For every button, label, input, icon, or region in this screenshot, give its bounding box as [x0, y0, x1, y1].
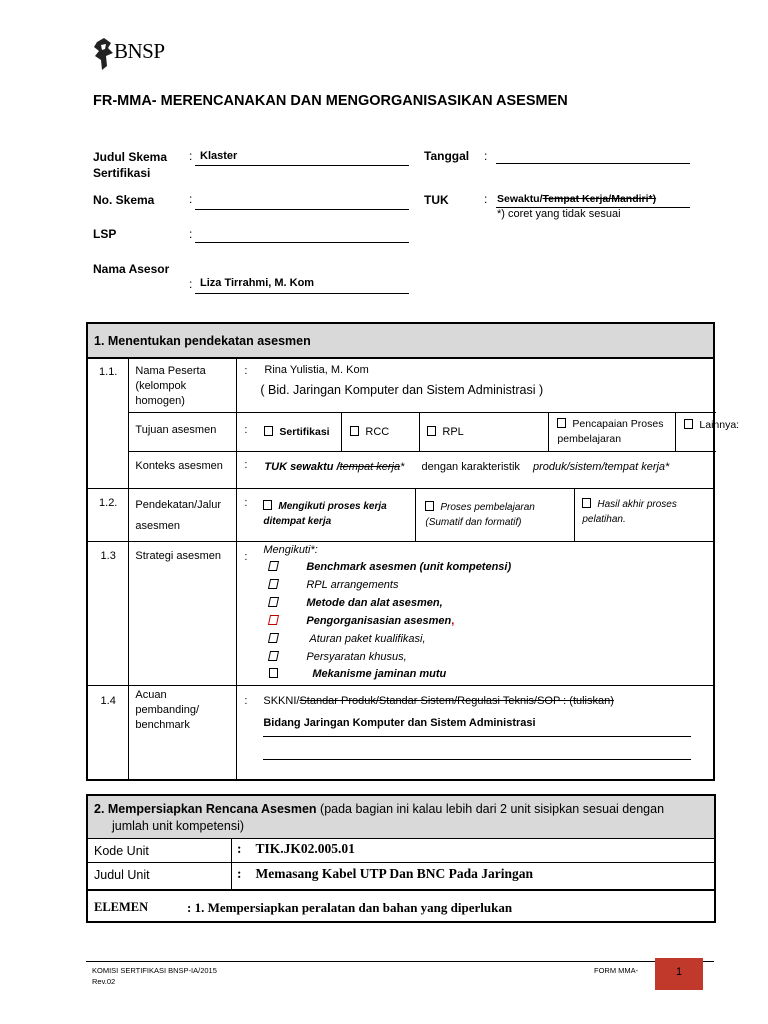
- judul-skema-label: Judul Skema Sertifikasi: [93, 150, 168, 180]
- page-title: FR-MMA- MERENCANAKAN DAN MENGORGANISASIKAN ASESMEN: [93, 93, 568, 109]
- row-number: 1.2.: [87, 489, 129, 542]
- row-number: 1.4: [87, 686, 129, 781]
- colon: :: [244, 459, 248, 471]
- nama-asesor-label: Nama Asesor: [93, 262, 170, 276]
- elemen-value[interactable]: : 1. Mempersiapkan peralatan dan bahan yang diperlukan: [187, 900, 513, 915]
- judul-skema-value[interactable]: Klaster: [200, 150, 238, 162]
- strategi-intro: Mengikuti*:: [263, 544, 318, 556]
- strategi-item[interactable]: Pengorganisasian asesmen,: [269, 615, 454, 627]
- lsp-label: LSP: [93, 227, 117, 241]
- row-number: 1.3: [87, 542, 129, 686]
- konteks-label: Konteks asesmen: [135, 460, 223, 472]
- colon: :: [244, 365, 248, 377]
- peserta-name[interactable]: Rina Yulistia, M. Kom: [264, 364, 369, 376]
- tanggal-field[interactable]: [496, 163, 690, 164]
- footer-rev: Rev.02: [92, 977, 116, 986]
- strategi-item[interactable]: Benchmark asesmen (unit kompetensi): [269, 561, 511, 573]
- strategi-item[interactable]: Aturan paket kualifikasi,: [269, 633, 425, 645]
- section2-table: [86, 794, 716, 923]
- checkbox-icon[interactable]: [268, 579, 279, 589]
- tujuan-option-pencapaian[interactable]: Pencapaian Proses pembelajaran: [557, 418, 664, 445]
- colon: :: [189, 277, 193, 291]
- colon: :: [244, 551, 248, 563]
- tujuan-option-rcc[interactable]: RCC: [350, 426, 389, 438]
- checkbox-icon[interactable]: [350, 426, 359, 436]
- footer-form: FORM MMA-: [594, 966, 639, 975]
- checkbox-icon[interactable]: [268, 633, 279, 643]
- acuan-label: Acuan pembanding/ benchmark: [129, 686, 237, 781]
- bnsp-logo: [92, 36, 172, 72]
- colon: :: [189, 149, 193, 163]
- checkbox-icon[interactable]: [268, 561, 279, 571]
- colon: :: [189, 227, 193, 241]
- acuan-value[interactable]: Bidang Jaringan Komputer dan Sistem Administrasi: [263, 717, 536, 729]
- checkbox-icon[interactable]: [268, 597, 279, 607]
- judul-unit-value[interactable]: : Memasang Kabel UTP Dan BNC Pada Jaringan: [237, 866, 534, 881]
- checkbox-icon[interactable]: [557, 418, 566, 428]
- nama-asesor-value[interactable]: Liza Tirrahmi, M. Kom: [200, 277, 315, 289]
- peserta-bidang[interactable]: ( Bid. Jaringan Komputer dan Sistem Administrasi ): [260, 383, 544, 397]
- tujuan-label: Tujuan asesmen: [135, 424, 217, 436]
- tujuan-option-rpl[interactable]: RPL: [427, 426, 463, 438]
- tanggal-label: Tanggal: [424, 149, 470, 163]
- lsp-field[interactable]: [195, 242, 409, 243]
- checkbox-icon[interactable]: [427, 426, 436, 436]
- logo-text: BNSP: [114, 39, 165, 63]
- footer-divider: [86, 961, 714, 962]
- tuk-label: TUK: [424, 193, 449, 207]
- pendekatan-option-hasil-akhir[interactable]: Hasil akhir proses pelatihan.: [582, 499, 677, 525]
- kode-unit-label: Kode Unit: [94, 844, 149, 858]
- colon: :: [244, 424, 248, 436]
- checkbox-icon[interactable]: [268, 651, 279, 661]
- colon: :: [484, 149, 488, 163]
- checkbox-icon[interactable]: [263, 500, 272, 510]
- konteks-value[interactable]: TUK sewaktu /tempat kerja* dengan karakteristik produk/sistem/tempat kerja*: [264, 461, 670, 473]
- section1-title: 1. Menentukan pendekatan asesmen: [87, 323, 714, 358]
- checkbox-icon[interactable]: [684, 419, 693, 429]
- pendekatan-option-pembelajaran[interactable]: Proses pembelajaran (Sumatif dan formatif): [425, 502, 535, 528]
- kode-unit-value[interactable]: : TIK.JK02.005.01: [237, 841, 355, 856]
- colon: :: [244, 695, 248, 707]
- tuk-value[interactable]: Sewaktu/Tempat Kerja/Mandiri*): [497, 193, 657, 205]
- colon: :: [244, 497, 248, 509]
- tujuan-option-lainnya[interactable]: Lainnya:: [684, 419, 739, 431]
- tuk-note: *) coret yang tidak sesuai: [497, 208, 621, 220]
- strategi-item[interactable]: RPL arrangements: [269, 579, 398, 591]
- acuan-standar[interactable]: SKKNI/Standar Produk/Standar Sistem/Regulasi Teknis/SOP : (tuliskan): [263, 695, 614, 707]
- footer-org: KOMISI SERTIFIKASI BNSP-IA/2015: [92, 966, 217, 975]
- checkbox-icon[interactable]: [264, 426, 273, 436]
- strategi-item[interactable]: Metode dan alat asesmen,: [269, 597, 442, 609]
- pendekatan-option-proses-kerja[interactable]: Mengikuti proses kerja ditempat kerja: [263, 501, 387, 527]
- peserta-label: Nama Peserta (kelompok homogen): [135, 365, 206, 407]
- judul-unit-label: Judul Unit: [94, 868, 150, 882]
- no-skema-field[interactable]: [195, 209, 409, 210]
- colon: :: [484, 192, 488, 206]
- colon: :: [189, 192, 193, 206]
- checkbox-icon[interactable]: [425, 501, 434, 511]
- strategi-item[interactable]: Mekanisme jaminan mutu: [269, 668, 446, 680]
- section1-table: [86, 322, 740, 781]
- strategi-label: Strategi asesmen: [129, 542, 237, 686]
- page-number-box: [655, 958, 703, 990]
- pendekatan-label: Pendekatan/Jalur asesmen: [129, 489, 237, 542]
- row-number: 1.1.: [87, 358, 129, 489]
- checkbox-icon[interactable]: [268, 615, 279, 625]
- elemen-label: ELEMEN: [94, 900, 149, 914]
- page-number: 1: [675, 966, 683, 978]
- no-skema-label: No. Skema: [93, 193, 155, 207]
- section2-title: 2. Mempersiapkan Rencana Asesmen (pada bagian ini kalau lebih dari 2 unit sisipkan sesuai dengan jumlah unit kompetensi): [88, 796, 714, 839]
- strategi-item[interactable]: Persyaratan khusus,: [269, 651, 406, 663]
- tujuan-option-sertifikasi[interactable]: Sertifikasi: [264, 426, 329, 438]
- checkbox-icon[interactable]: [269, 668, 278, 678]
- checkbox-icon[interactable]: [582, 498, 591, 508]
